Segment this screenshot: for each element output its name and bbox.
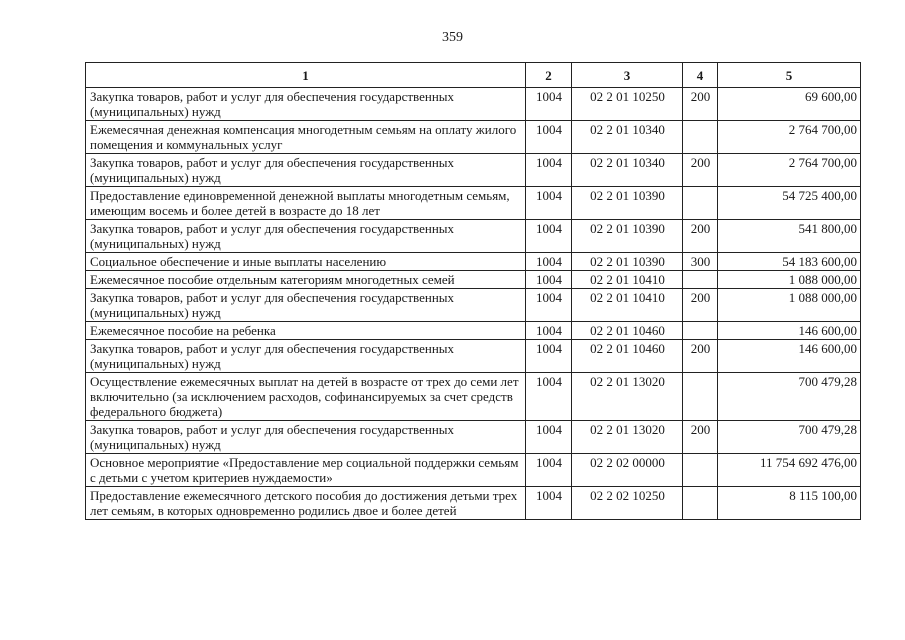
- row-code: 02 2 01 10390: [572, 253, 683, 271]
- table-row: [86, 421, 861, 454]
- row-code: 02 2 01 10340: [572, 121, 683, 154]
- row-type: 200: [683, 421, 718, 454]
- row-sum: 11 754 692 476,00: [718, 454, 861, 487]
- row-type: 200: [683, 154, 718, 187]
- table-row: [86, 187, 861, 220]
- row-type: [683, 121, 718, 154]
- row-sum: 700 479,28: [718, 373, 861, 421]
- row-type: 200: [683, 88, 718, 121]
- row-sum: 1 088 000,00: [718, 271, 861, 289]
- row-code: 02 2 01 10250: [572, 88, 683, 121]
- row-name: Закупка товаров, работ и услуг для обеспечения государственных (муниципальных) нужд: [86, 220, 526, 253]
- row-sum: 700 479,28: [718, 421, 861, 454]
- row-section: 1004: [526, 271, 572, 289]
- table-row: [86, 289, 861, 322]
- row-name: Закупка товаров, работ и услуг для обеспечения государственных (муниципальных) нужд: [86, 289, 526, 322]
- row-section: 1004: [526, 187, 572, 220]
- row-code: 02 2 02 00000: [572, 454, 683, 487]
- row-section: 1004: [526, 121, 572, 154]
- header-col-5: 5: [718, 63, 861, 88]
- row-type: 200: [683, 340, 718, 373]
- table-row: [86, 454, 861, 487]
- row-code: 02 2 01 13020: [572, 373, 683, 421]
- row-section: 1004: [526, 88, 572, 121]
- row-type: [683, 454, 718, 487]
- header-col-4: 4: [683, 63, 718, 88]
- row-sum: 1 088 000,00: [718, 289, 861, 322]
- row-section: 1004: [526, 253, 572, 271]
- row-code: 02 2 01 10390: [572, 187, 683, 220]
- table-row: [86, 220, 861, 253]
- row-name: Закупка товаров, работ и услуг для обеспечения государственных (муниципальных) нужд: [86, 88, 526, 121]
- row-type: 200: [683, 220, 718, 253]
- table-row: [86, 253, 861, 271]
- row-type: [683, 271, 718, 289]
- header-col-1: 1: [86, 63, 526, 88]
- row-section: 1004: [526, 340, 572, 373]
- row-type: 200: [683, 289, 718, 322]
- row-sum: 2 764 700,00: [718, 154, 861, 187]
- row-code: 02 2 01 10390: [572, 220, 683, 253]
- page-number: 359: [442, 30, 463, 45]
- row-code: 02 2 01 13020: [572, 421, 683, 454]
- row-sum: 54 725 400,00: [718, 187, 861, 220]
- row-name: Предоставление единовременной денежной выплаты многодетным семьям, имеющим восемь и более детей в возрасте до 18 лет: [86, 187, 526, 220]
- row-section: 1004: [526, 289, 572, 322]
- table-row: [86, 487, 861, 520]
- row-name: Ежемесячная денежная компенсация многодетным семьям на оплату жилого помещения и коммунальных услуг: [86, 121, 526, 154]
- row-code: 02 2 01 10410: [572, 289, 683, 322]
- table-row: [86, 373, 861, 421]
- row-code: 02 2 02 10250: [572, 487, 683, 520]
- row-code: 02 2 01 10460: [572, 340, 683, 373]
- row-name: Закупка товаров, работ и услуг для обеспечения государственных (муниципальных) нужд: [86, 340, 526, 373]
- row-name: Предоставление ежемесячного детского пособия до достижения детьми трех лет семьям, в которых одновременно родились двое и более детей: [86, 487, 526, 520]
- header-col-3: 3: [572, 63, 683, 88]
- row-section: 1004: [526, 220, 572, 253]
- row-name: Ежемесячное пособие на ребенка: [86, 322, 526, 340]
- row-sum: 8 115 100,00: [718, 487, 861, 520]
- row-sum: 54 183 600,00: [718, 253, 861, 271]
- row-name: Осуществление ежемесячных выплат на детей в возрасте от трех до семи лет включительно (за исключением расходов, софинансируемых за счет средств федерального бюджета): [86, 373, 526, 421]
- row-section: 1004: [526, 421, 572, 454]
- row-name: Закупка товаров, работ и услуг для обеспечения государственных (муниципальных) нужд: [86, 421, 526, 454]
- header-col-2: 2: [526, 63, 572, 88]
- row-section: 1004: [526, 454, 572, 487]
- row-section: 1004: [526, 154, 572, 187]
- budget-table: [85, 62, 861, 520]
- row-sum: 146 600,00: [718, 322, 861, 340]
- row-sum: 541 800,00: [718, 220, 861, 253]
- row-type: [683, 487, 718, 520]
- table-row: [86, 322, 861, 340]
- row-name: Ежемесячное пособие отдельным категориям многодетных семей: [86, 271, 526, 289]
- row-type: [683, 373, 718, 421]
- table-row: [86, 88, 861, 121]
- row-section: 1004: [526, 487, 572, 520]
- row-code: 02 2 01 10410: [572, 271, 683, 289]
- row-code: 02 2 01 10340: [572, 154, 683, 187]
- table-row: [86, 154, 861, 187]
- table-row: [86, 340, 861, 373]
- row-sum: 146 600,00: [718, 340, 861, 373]
- row-section: 1004: [526, 373, 572, 421]
- row-sum: 2 764 700,00: [718, 121, 861, 154]
- row-name: Закупка товаров, работ и услуг для обеспечения государственных (муниципальных) нужд: [86, 154, 526, 187]
- row-type: 300: [683, 253, 718, 271]
- row-section: 1004: [526, 322, 572, 340]
- row-sum: 69 600,00: [718, 88, 861, 121]
- row-code: 02 2 01 10460: [572, 322, 683, 340]
- row-name: Социальное обеспечение и иные выплаты населению: [86, 253, 526, 271]
- table-row: [86, 121, 861, 154]
- table-row: [86, 271, 861, 289]
- header-row: [86, 63, 861, 88]
- row-type: [683, 187, 718, 220]
- row-name: Основное мероприятие «Предоставление мер социальной поддержки семьям с детьми с учетом критериев нуждаемости»: [86, 454, 526, 487]
- row-type: [683, 322, 718, 340]
